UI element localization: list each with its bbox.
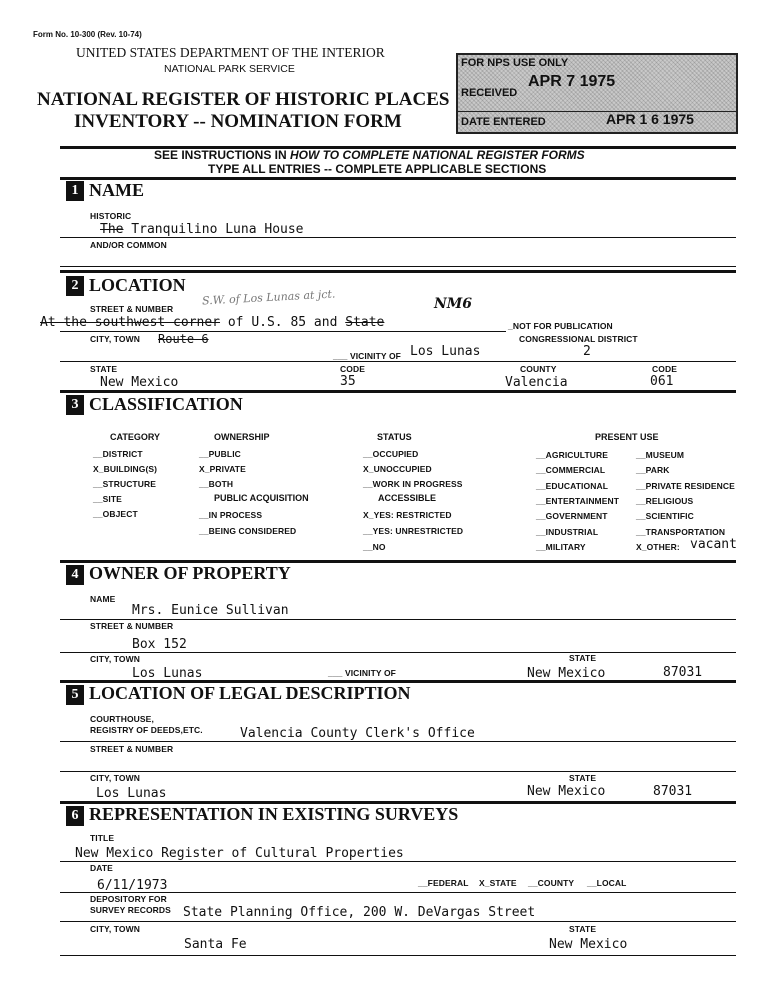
instructions-rule (60, 177, 736, 180)
access-restricted[interactable]: X_YES: RESTRICTED (363, 510, 452, 520)
not-for-publication: _NOT FOR PUBLICATION (508, 321, 613, 331)
ownership-both[interactable]: __BOTH (199, 479, 234, 489)
street-struck-2: State (345, 315, 385, 330)
survey-state-value: New Mexico (549, 937, 628, 952)
county-code-value: 061 (650, 374, 674, 389)
use-commercial[interactable]: __COMMERCIAL (536, 465, 606, 475)
owner-name-label: NAME (90, 594, 116, 604)
city-struck: Route 6 (158, 332, 209, 346)
acquisition-in-process[interactable]: __IN PROCESS (199, 510, 263, 520)
congressional-district-label: CONGRESSIONAL DISTRICT (519, 334, 638, 344)
accessible-heading: ACCESSIBLE (378, 493, 437, 503)
state-label: STATE (90, 364, 118, 374)
common-label: AND/OR COMMON (90, 240, 167, 250)
form-title-line1: NATIONAL REGISTER OF HISTORIC PLACES (37, 89, 450, 110)
use-military[interactable]: __MILITARY (536, 542, 586, 552)
section-3-number: 3 (66, 395, 84, 415)
instructions-line1 (154, 148, 585, 162)
use-park[interactable]: __PARK (636, 465, 670, 475)
state-value: New Mexico (100, 375, 179, 390)
use-educational[interactable]: __EDUCATIONAL (536, 481, 608, 491)
section-1-title: NAME (89, 180, 144, 200)
owner-vicinity-label: ___ VICINITY OF (328, 668, 396, 678)
use-government[interactable]: __GOVERNMENT (536, 511, 608, 521)
section-2-title: LOCATION (89, 275, 186, 295)
ownership-heading: OWNERSHIP (214, 432, 270, 442)
courthouse-label: COURTHOUSE, (90, 714, 154, 724)
use-transportation[interactable]: __TRANSPORTATION (636, 527, 726, 537)
service-name: NATIONAL PARK SERVICE (164, 63, 295, 75)
county-label: COUNTY (520, 364, 557, 374)
legal-street-label: STREET & NUMBER (90, 744, 174, 754)
use-agriculture[interactable]: __AGRICULTURE (536, 450, 608, 460)
common-line (60, 266, 736, 267)
category-structure[interactable]: __STRUCTURE (93, 479, 156, 489)
form-number: Form No. 10-300 (Rev. 10-74) (33, 30, 142, 39)
owner-city-label: CITY, TOWN (90, 654, 140, 664)
use-industrial[interactable]: __INDUSTRIAL (536, 527, 599, 537)
public-acquisition-heading: PUBLIC ACQUISITION (214, 493, 309, 503)
department-name: UNITED STATES DEPARTMENT OF THE INTERIOR (76, 45, 385, 60)
acquisition-being-considered[interactable]: __BEING CONSIDERED (199, 526, 297, 536)
access-no[interactable]: __NO (363, 542, 386, 552)
legal-city-value: Los Lunas (96, 786, 167, 801)
use-scientific[interactable]: __SCIENTIFIC (636, 511, 694, 521)
category-site[interactable]: __SITE (93, 494, 122, 504)
historic-struck: The (100, 222, 124, 237)
owner-street-value: Box 152 (132, 637, 187, 652)
congressional-district-value: 2 (583, 344, 591, 359)
street-value: of U.S. 85 and (220, 315, 346, 330)
handwritten-location: S.W. of Los Lunas at jct. (201, 287, 336, 308)
use-museum[interactable]: __MUSEUM (636, 450, 685, 460)
instructions-prefix: SEE INSTRUCTIONS IN (154, 148, 291, 162)
depository-line (60, 921, 736, 922)
ownership-private[interactable]: X_PRIVATE (199, 464, 246, 474)
stamp-divider (458, 111, 736, 112)
use-entertainment[interactable]: __ENTERTAINMENT (536, 496, 620, 506)
survey-title-label: TITLE (90, 833, 115, 843)
ownership-public[interactable]: __PUBLIC (199, 449, 241, 459)
historic-name-value: Tranquilino Luna House (123, 222, 304, 237)
section-4-number: 4 (66, 565, 84, 585)
historic-name (100, 222, 304, 237)
county-code-label: CODE (652, 364, 677, 374)
registry-value: Valencia County Clerk's Office (240, 726, 475, 741)
survey-city-value: Santa Fe (184, 937, 247, 952)
city-line (60, 361, 736, 362)
survey-city-line (60, 955, 736, 956)
owner-zip-value: 87031 (663, 665, 703, 680)
owner-state-label: STATE (569, 653, 597, 663)
section-5-title: LOCATION OF LEGAL DESCRIPTION (89, 683, 411, 703)
instructions-line2: TYPE ALL ENTRIES -- COMPLETE APPLICABLE SECTIONS (208, 162, 547, 176)
code-label: CODE (340, 364, 365, 374)
date-entered-stamp: APR 1 6 1975 (606, 111, 694, 127)
category-heading: CATEGORY (110, 432, 161, 442)
category-building[interactable]: X_BUILDING(S) (93, 464, 158, 474)
instructions-reference: HOW TO COMPLETE NATIONAL REGISTER FORMS (290, 148, 585, 162)
category-object[interactable]: __OBJECT (93, 509, 138, 519)
nps-heading: FOR NPS USE ONLY (461, 57, 569, 69)
received-label: RECEIVED (461, 87, 518, 99)
nps-use-box (456, 53, 738, 134)
section-5-number: 5 (66, 685, 84, 705)
historic-line (60, 237, 736, 238)
street-number-label: STREET & NUMBER (90, 304, 174, 314)
date-entered-label: DATE ENTERED (461, 116, 546, 128)
owner-state-value: New Mexico (527, 666, 606, 681)
present-use-heading: PRESENT USE (595, 432, 659, 442)
legal-street-line (60, 771, 736, 772)
owner-city-value: Los Lunas (132, 666, 203, 681)
vicinity-label: ___ VICINITY OF (333, 351, 401, 361)
form-title-line2: INVENTORY -- NOMINATION FORM (74, 111, 402, 132)
registry-line (60, 741, 736, 742)
status-unoccupied[interactable]: X_UNOCCUPIED (363, 464, 432, 474)
survey-title-value: New Mexico Register of Cultural Properties (75, 846, 404, 861)
survey-date-line (60, 892, 736, 893)
historic-label: HISTORIC (90, 211, 132, 221)
survey-federal[interactable]: __FEDERAL (418, 878, 469, 888)
handwritten-nm6: NM6 (434, 296, 473, 312)
owner-name-line (60, 619, 736, 620)
vicinity-value: Los Lunas (410, 344, 481, 359)
street-line (60, 331, 506, 332)
owner-name-value: Mrs. Eunice Sullivan (132, 603, 289, 618)
depository-value: State Planning Office, 200 W. DeVargas Street (183, 905, 536, 920)
section-4-title: OWNER OF PROPERTY (89, 563, 291, 583)
received-stamp: APR 7 1975 (528, 73, 616, 90)
owner-street-label: STREET & NUMBER (90, 621, 174, 631)
use-other-value: vacant (690, 537, 737, 552)
survey-title-line (60, 861, 736, 862)
street-address (40, 315, 384, 330)
survey-county[interactable]: __COUNTY (528, 878, 575, 888)
county-value: Valencia (505, 375, 568, 390)
status-heading: STATUS (377, 432, 412, 442)
survey-date-label: DATE (90, 863, 113, 873)
use-other[interactable]: X_OTHER: (636, 542, 680, 552)
survey-date-value: 6/11/1973 (97, 878, 168, 893)
state-code-value: 35 (340, 374, 356, 389)
legal-state-label: STATE (569, 773, 597, 783)
depository-label-2: SURVEY RECORDS (90, 905, 171, 915)
street-struck: At the southwest corner (40, 315, 221, 330)
legal-state-value: New Mexico (527, 784, 606, 799)
section-1-number: 1 (66, 181, 84, 201)
category-district[interactable]: __DISTRICT (93, 449, 143, 459)
vicinity-label-text: VICINITY OF (349, 351, 401, 361)
use-private-residence[interactable]: __PRIVATE RESIDENCE (636, 481, 735, 491)
use-religious[interactable]: __RELIGIOUS (636, 496, 694, 506)
registry-label: REGISTRY OF DEEDS,ETC. (90, 725, 203, 735)
section-2-rule (60, 390, 736, 393)
section-2-number: 2 (66, 276, 84, 296)
city-town-label: CITY, TOWN (90, 334, 140, 344)
owner-street-line (60, 652, 736, 653)
status-work-in-progress[interactable]: __WORK IN PROGRESS (363, 479, 463, 489)
survey-state-label: STATE (569, 924, 597, 934)
survey-city-label: CITY, TOWN (90, 924, 140, 934)
legal-city-label: CITY, TOWN (90, 773, 140, 783)
legal-zip-value: 87031 (653, 784, 693, 799)
access-unrestricted[interactable]: __YES: UNRESTRICTED (363, 526, 464, 536)
section-1-rule (60, 270, 736, 273)
survey-local[interactable]: __LOCAL (587, 878, 627, 888)
section-3-title: CLASSIFICATION (89, 394, 243, 414)
survey-state[interactable]: X_STATE (479, 878, 517, 888)
section-6-number: 6 (66, 806, 84, 826)
depository-label-1: DEPOSITORY FOR (90, 894, 167, 904)
section-6-title: REPRESENTATION IN EXISTING SURVEYS (89, 804, 459, 824)
status-occupied[interactable]: __OCCUPIED (363, 449, 419, 459)
owner-vicinity-text: VICINITY OF (344, 668, 396, 678)
